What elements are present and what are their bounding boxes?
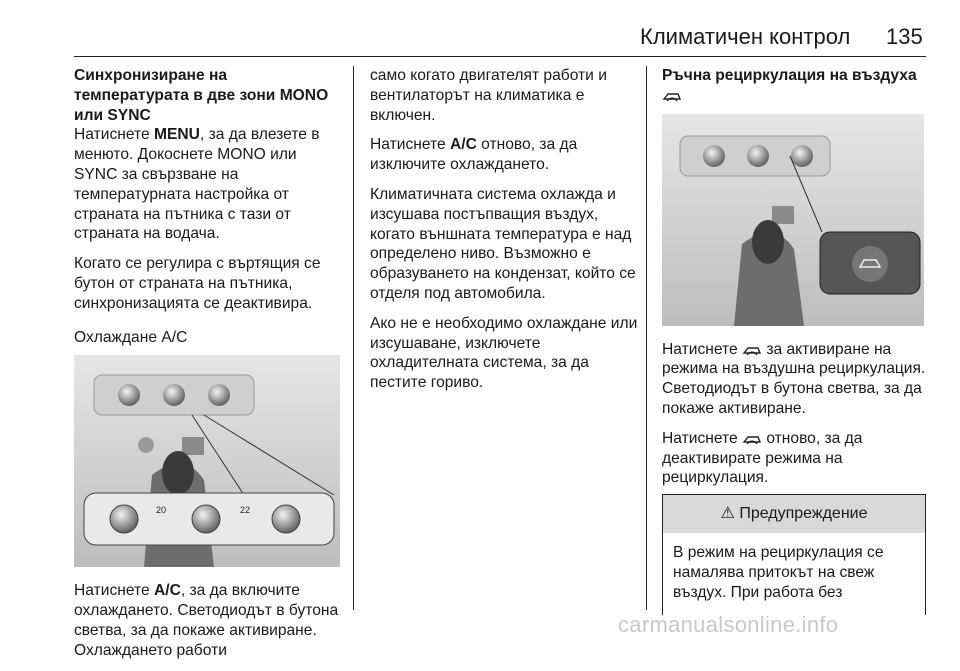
warning-header bbox=[663, 495, 925, 533]
warning-title: Предупреждение bbox=[739, 505, 868, 522]
text-fragment: , за да включите охлаждането. Светодиодът в бутона светва, за да покаже активиране. Охлаждането работи bbox=[74, 582, 339, 659]
watermark: carmanualsonline.info bbox=[618, 612, 839, 637]
text-fragment: Натиснете bbox=[74, 582, 154, 600]
section-heading-recirculation bbox=[662, 66, 930, 106]
text-fragment: Натиснете bbox=[662, 340, 742, 358]
section-heading-ac: Охлаждане A/C bbox=[74, 328, 188, 346]
recirculation-icon bbox=[742, 345, 762, 357]
text-fragment: отново, за да деактивирате режима на рециркулация. bbox=[662, 429, 863, 487]
recirculation-icon bbox=[742, 434, 762, 446]
text-fragment: Натиснете bbox=[662, 429, 742, 447]
column-3 bbox=[662, 66, 930, 498]
recirculation-button-photo bbox=[662, 114, 924, 326]
section-heading-sync: Синхронизиране на температурата в две зони MONO или SYNC bbox=[74, 67, 329, 124]
ac-panel-photo bbox=[74, 355, 340, 567]
column-divider-1 bbox=[353, 66, 354, 610]
ac-keyword: A/C bbox=[153, 582, 181, 600]
paragraph-ac-off bbox=[370, 135, 638, 175]
column-1 bbox=[74, 66, 342, 671]
paragraph-ac-description: Климатичната система охлажда и изсушава постъпващия въздух, когато външната температура е над определено ниво. Възможно е образуването на кондензат, който се отделя под автомобила. bbox=[370, 185, 636, 302]
menu-keyword: MENU bbox=[153, 126, 200, 144]
page-header-title: Климатичен контрол bbox=[640, 24, 851, 49]
warning-box bbox=[662, 494, 926, 615]
recirculation-icon bbox=[662, 91, 682, 103]
heading-text: Ръчна рециркулация на въздуха bbox=[662, 67, 917, 84]
paragraph-recirc-on bbox=[662, 340, 930, 419]
text-fragment: отново, за да изключите охлаждането. bbox=[370, 136, 578, 174]
header-rule bbox=[74, 56, 926, 57]
ac-keyword: A/C bbox=[449, 136, 477, 154]
text-fragment: Натиснете bbox=[370, 136, 450, 154]
paragraph-sync-deactivate: Когато се регулира с въртящия се бутон от страната на пътника, синхронизацията се деактивира. bbox=[74, 255, 321, 312]
warning-triangle-icon: ⚠ bbox=[720, 505, 735, 522]
text-fragment: Натиснете bbox=[74, 126, 154, 144]
panel-temp-left: 20 bbox=[156, 505, 167, 516]
paragraph-fuel-saving: Ако не е необходимо охлаждане или изсушаване, изключете охладителната система, за да пестите гориво. bbox=[370, 314, 638, 392]
column-divider-2 bbox=[646, 66, 647, 610]
paragraph-ac-condition: само когато двигателят работи и вентилаторът на климатика е включен. bbox=[370, 67, 607, 124]
paragraph-ac-on bbox=[74, 581, 342, 660]
text-fragment: , за да влезете в менюто. Докоснете MONO или SYNC за свързване на температурната настройка от страната на пътника с тази от страната на водача. bbox=[74, 126, 320, 243]
text-fragment: за активиране на режима на въздушна рециркулация. Светодиодът в бутона светва, за да покаже активиране. bbox=[662, 340, 926, 417]
panel-temp-right: 22 bbox=[240, 505, 251, 516]
paragraph-sync-instructions bbox=[74, 125, 342, 244]
column-2 bbox=[370, 66, 638, 403]
warning-text: В режим на рециркулация се намалява притокът на свеж въздух. При работа без bbox=[673, 544, 884, 601]
page-number: 135 bbox=[886, 24, 923, 49]
paragraph-recirc-off bbox=[662, 429, 930, 488]
